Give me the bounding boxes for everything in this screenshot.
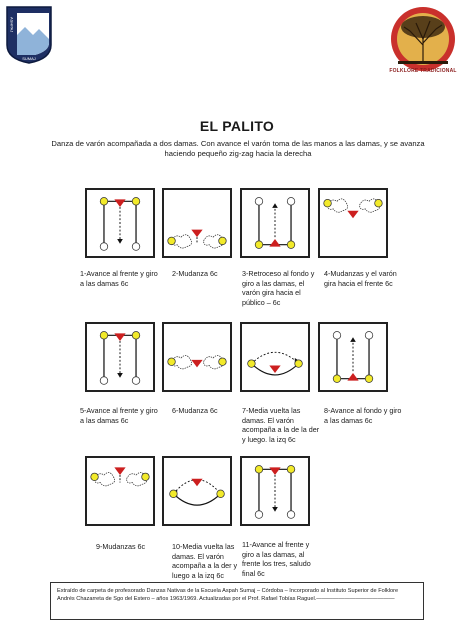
figure-3-diagram	[240, 188, 310, 258]
figure-10-caption: 10-Media vuelta las damas. El varón acompaña a la der y luego a la izq 6c	[172, 542, 238, 580]
logo-caption: FOLKLORE TRADICIONAL	[389, 68, 457, 74]
figure-7-caption: 7-Media vuelta las damas. El varón acompaña a la de la der y luego. la izq 6c	[242, 406, 320, 444]
figure-9-diagram	[85, 456, 155, 526]
folklore-tradicional-logo	[380, 5, 466, 80]
figure-5-diagram	[85, 322, 155, 392]
figure-1-caption: 1-Avance al frente y giro a las damas 6c	[80, 269, 158, 288]
figure-1-diagram	[85, 188, 155, 258]
figure-11-diagram	[240, 456, 310, 526]
figure-11-caption: 11-Avance al frente y giro a las damas, al frente los tres, saludo final 6c	[242, 540, 311, 578]
figure-2-diagram	[162, 188, 232, 258]
page-title: EL PALITO	[199, 118, 275, 134]
figure-8-caption: 8-Avance al fondo y giro a las damas 6c	[324, 406, 402, 425]
source-footer: Extraído de carpeta de profesorado Danzas Nativas de la Escuela Aspah Sumaj – Córdoba – Incorporado al Instituto Superior de Folklore Andrés Chazarreta de Sgo del Estero – años 1963/1969. Actualizadas por el Prof. Rafael Tobías Raguel.——————————————	[50, 582, 424, 620]
figure-3-caption: 3-Retroceso al fondo y giro a las damas, el varón gira hacia el público – 6c	[242, 269, 315, 307]
figure-6-caption: 6-Mudanza 6c	[172, 406, 218, 415]
svg-text:ASHPAJ: ASHPAJ	[9, 17, 15, 33]
ashpaj-sumaj-logo	[5, 5, 53, 65]
svg-text:SUMAJ: SUMAJ	[22, 56, 36, 61]
figure-4-caption: 4-Mudanzas y el varón gira hacia el frente 6c	[324, 269, 397, 288]
figure-5-caption: 5-Avance al frente y giro a las damas 6c	[80, 406, 158, 425]
figure-9-caption: 9-Mudanzas 6c	[96, 542, 146, 551]
figure-6-diagram	[162, 322, 232, 392]
figure-10-diagram	[162, 456, 232, 526]
figure-7-diagram	[240, 322, 310, 392]
figure-2-caption: 2-Mudanza 6c	[172, 269, 218, 278]
figure-8-diagram	[318, 322, 388, 392]
figure-4-diagram	[318, 188, 388, 258]
intro-text: Danza de varón acompañada a dos damas. Con avance el varón toma de las manos a las damas, y se avanza haciendo pequeño zig-zag hacia la derecha	[51, 139, 425, 158]
